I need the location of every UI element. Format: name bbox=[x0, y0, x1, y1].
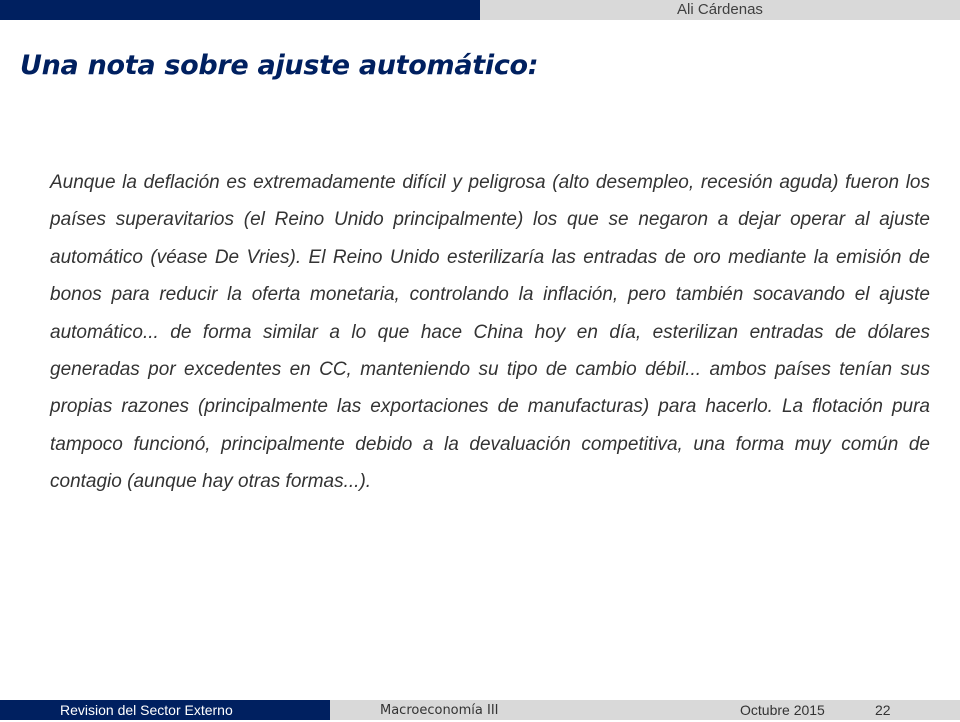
header-bar-dark bbox=[0, 0, 480, 20]
footer-date: Octubre 2015 bbox=[740, 702, 825, 718]
slide-page-number: 22 bbox=[875, 702, 891, 718]
footer-course-name: Macroeconomía III bbox=[380, 703, 499, 718]
slide-body-text: Aunque la deflación es extremadamente difícil y peligrosa (alto desempleo, recesión aguda) fueron los países superavitarios (el Reino Unido principalmente) los que se negaron a dejar operar al ajuste automático (véase De Vries). El Reino Unido esterilizaría las entradas de oro mediante la emisión de bonos para reducir la oferta monetaria, controlando la inflación, pero también socavando el ajuste automático... de forma similar a lo que hace China hoy en día, esterilizan entradas de dólares generadas por excedentes en CC, manteniendo su tipo de cambio débil... ambos países tenían sus propias razones (principalmente las exportaciones de manufacturas) para hacerlo. La flotación pura tampoco funcionó, principalmente debido a la devaluación competitiva, una forma muy común de contagio (aunque hay otras formas...). bbox=[50, 172, 930, 493]
footer-section-title: Revision del Sector Externo bbox=[60, 702, 233, 718]
author-name: Ali Cárdenas bbox=[677, 1, 763, 18]
slide-title: Una nota sobre ajuste automático: bbox=[20, 50, 539, 81]
